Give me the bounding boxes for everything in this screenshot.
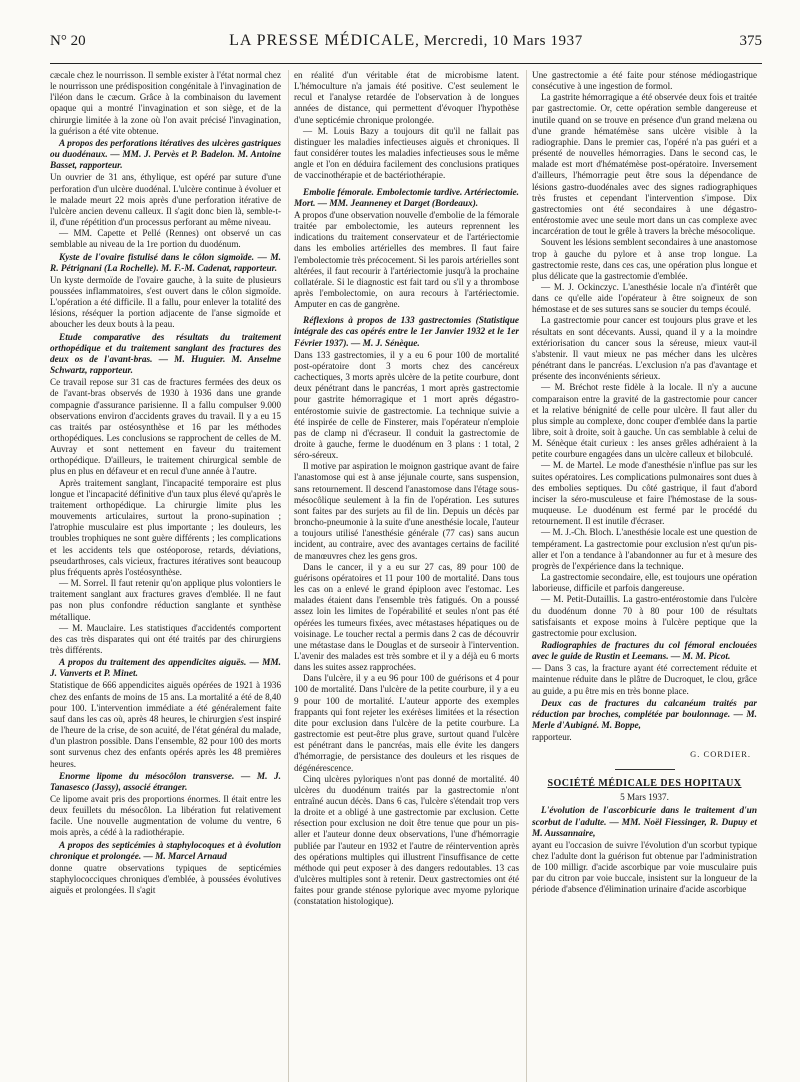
article-title: Kyste de l'ovaire fistulisé dans le côlon sigmoïde. — M. R. Pétrignani (La Rochelle). M. F.-M. Cadenat, rapporteur. [50,252,281,274]
article-title: Etude comparative des résultats du traitement orthopédique et du traitement sanglant des fractures des deux os de l'avant-bras. — M. Huguier. M. Anselme Schwartz, rapporteur. [50,332,281,377]
article-title: L'évolution de l'ascorbicurie dans le traitement d'un scorbut de l'adulte. — MM. Noël Fiessinger, R. Dupuy et M. Aussannaire, [532,806,757,839]
paragraph: — M. Mauclaire. Les statistiques d'accidentés comportent des cas très disparates qui ont été traités par des chirurgiens très différents. [50,622,281,655]
paragraph: Ce lipome avait pris des proportions énormes. Il était entre les deux feuillets du mésocôlon. La libération fut relativement facile. Une nouvelle augmentation de volume du ventre, 6 mois après, a cédé à la radiothérapie. [50,794,281,838]
paragraph: ayant eu l'occasion de suivre l'évolution d'un scorbut typique chez l'adulte dont la guérison fut obtenue par l'administration de 100 milligr. d'acide ascorbique par voie musculaire puis par du citron par voie buccale, insistent sur la longueur de la période d'absence d'élimination urinaire d'acide ascorbique [532,839,757,895]
paragraph: Cinq ulcères pyloriques n'ont pas donné de mortalité. 40 ulcères du duodénum traités par la gastrectomie n'ont entraîné aucun décès. Dans 6 cas, l'ulcère s'étendait trop vers la droite et a obligé à une gastrectomie par exclusion. Cette résection pour exclusion ne doit être tenue que pour un pis-aller et l'auteur donne deux observations, l'une d'hémorragie publiée par l'auteur en 1932 et l'autre de réintervention après des opérations multiples qui illustrent l'insuffisance de cette méthode qui peut exposer à des dangers redoutables. 13 cas d'ulcères multiples sont à retenir. Deux gastrectomies ont été faites pour grande sténose pylorique avec myome pylorique (constatation histologique). [294,773,519,907]
paragraph: Dans l'ulcère, il y a eu 96 pour 100 de guérisons et 4 pour 100 de mortalité. Dans l'ulcère de la petite courbure, il y a eu 9 pour 100 de mortalité. L'auteur apporte des exemples frappants qui font rejeter les exérèses limitées et la résection dite pour exclusion dans l'ulcère de la petite courbure. La gastrectomie est peut-être plus grave, surtout quand l'ulcère est pénétrant dans le pancréas, mais elle évite les dangers d'hémorragie, de persistance des douleurs et les risques de dégénérescence. [294,673,519,773]
paragraph: Dans 133 gastrectomies, il y a eu 6 pour 100 de mortalité post-opératoire dont 3 morts chez des cancéreux cachectiques, 3 morts après ulcère de la petite courbure, dont deux pénétrant dans le pancréas, 1 mort après gastrectomie pour gastrite hémorragique et 1 mort après dégastro-entérostomie suivie de gastrectomie. La technique suivie a été inspirée de celle de Finsterer, mais l'opérateur n'emploie pas de clamp ni d'écraseur. Il conduit la gastrectomie de droite à gauche, ferme le duodénum en 3 plans : 1 total, 2 séro-séreux. [294,349,519,461]
text-columns [50,70,762,1082]
article-title: Deux cas de fractures du calcanéum traités par réduction par broches, complétée par boulonnage. — M. Merle d'Aubigné. M. Boppe, [532,698,757,732]
page-number: 375 [739,33,762,49]
paragraph: Souvent les lésions semblent secondaires à une anastomose trop à gauche du pylore et à anse trop longue. La gastrectomie reste, dans ces cas, une opération plus longue et plus délicate que la gastrectomie d'emblée. [532,237,757,281]
paragraph: rapporteur. [532,732,572,743]
paragraph: Une gastrectomie a été faite pour sténose médiogastrique consécutive à une ingestion de formol. [532,70,757,92]
issue-number: N° 20 [50,33,86,49]
paragraph: Dans le cancer, il y a eu sur 27 cas, 89 pour 100 de guérisons opératoires et 11 pour 100 de mortalité. Dans tous les cas on a enlevé le grand épiploon avec l'estomac. Les malades étaient dans l'ensemble très fatigués. On a poussé assez loin les limites de l'opérabilité et seules n'ont pas été opérées les tumeurs fixées, avec métastases hépatiques ou de voisinage. Le toucher rectal a permis dans 2 cas de découvrir une métastase dans le Douglas et de surseoir à l'intervention. L'avenir des malades est très sombre et il y a déjà eu 6 morts dans les suites assez rapprochées. [294,561,519,673]
journal-title: LA PRESSE MÉDICALE [229,32,416,49]
article-title: Réflexions à propos de 133 gastrectomies (Statistique intégrale des cas opérés entre le 1er Janvier 1932 et le 1er Février 1937). — M. J. Sénèque. [294,316,519,349]
article-title: A propos des perforations itératives des ulcères gastriques ou duodénaux. — MM. J. Pervès et P. Badelon. M. Antoine Basset, rapporteur. [50,138,281,172]
paragraph: — MM. Capette et Pellé (Rennes) ont observé un cas semblable au niveau de la 1re portion du duodénum. [50,228,281,250]
paragraph: — M. Sorrel. Il faut retenir qu'on applique plus volontiers le traitement sanglant aux fractures graves d'emblée. Il ne faut pas non plus confondre réduction sanglante et synthèse métallique. [50,578,281,622]
paragraph: Un kyste dermoïde de l'ovaire gauche, à la suite de plusieurs poussées inflammatoires, s'est ouvert dans le côlon sigmoïde. L'opération a été difficile. Il a fallu, pour enlever la totalité des lésions, réséquer la portion adjacente de l'anse sigmoïde et aboucher les deux bouts à la peau. [50,274,281,330]
paragraph: La gastrite hémorragique a été observée deux fois et traitée par gastrectomie. Or, cette opération semble dangereuse et inutile quand on se trouve en présence d'un grand melæna ou d'une grande hématémèse sans ulcère visible à la radiographie. Dans le premier cas, l'opéré n'a pas guéri et a présenté de nouvelles hémorragies. Dans le second cas, le malade est mort d'hématémèse post-opératoire. Inversement d'ailleurs, l'hémorragie peut être sous la dépendance de lésions gastro-duodénales avec des signes radiographiques très frustes et cependant l'intervention s'impose. Dix gastrectomies ont été secondaires à une dégastro-entérostomie avec une seule mort dans un cas complexe avec incarcération de tout le grêle à travers la brèche mésocolique. [532,92,757,237]
paragraph: Un ouvrier de 31 ans, éthylique, est opéré par suture d'une perforation d'un ulcère duodénal. L'ulcère continue à évoluer et le malade meurt 22 mois après d'une perforation itérative de l'ulcère ancien devenu calleux. Il s'agit donc bien là, semble-t-il, d'une répétition d'un processus perforant au même niveau. [50,172,281,228]
section-date: 5 Mars 1937. [620,792,669,803]
paragraph: cæcale chez le nourrisson. Il semble exister à l'état normal chez le nourrisson une prédisposition congénitale à l'invagination de l'iléon dans le cæcum. Grâce à la combinaison du lavement opaque qui a montré l'invagination et son siège, et de la chirurgie limitée à la zone où l'on avait précisé l'invagination, la guérison a été vite obtenue. [50,70,281,136]
paragraph: — M. Bréchot reste fidèle à la locale. Il n'y a aucune comparaison entre la gravité de la gastrectomie pour cancer et la relative bénignité de celle pour ulcère. Il faut aller du plus simple au complexe, donc couper d'emblée dans la partie libre, soit à droite, soit à gauche. Un cas semblable à celui de M. Sénèque était curieux : les anses grêles adhéraient à la petite courbure engagées dans un ulcère calleux et bilobculé. [532,382,757,460]
column-1 [50,70,281,1082]
paragraph: A propos d'une observation nouvelle d'embolie de la fémorale traitée par embolectomie, les auteurs reprennent les indications du traitement conservateur et de l'artériectomie dans les embolies artérielles des membres. Il faut faire l'embolectomie très précocement. Si les parois artérielles sont altérées, il faut recourir à l'artériectomie jusqu'à la prochaine collatérale. Si le diagnostic est fait tard ou s'il y a thrombose après l'embolectomie, on aura recours à l'artériectomie. Amputer en cas de gangrène. [294,209,519,310]
paragraph: La gastrectomie pour cancer est toujours plus grave et les résultats en sont décevants. Aussi, quand il y a la moindre extériorisation du cancer sous la séreuse, mieux vaut-il s'abstenir. Il vaut mieux ne pas mécher dans les ulcères pénétrant dans le pancréas. L'exclusion n'a pas d'avantage et présente des inconvénients sérieux. [532,315,757,382]
column-2 [288,70,519,1082]
page-header [50,24,762,64]
paragraph: La gastrectomie secondaire, elle, est toujours une opération laborieuse, difficile et parfois dangereuse. [532,572,757,594]
article-title: Embolie fémorale. Embolectomie tardive. Artériectomie. Mort. — MM. Jeanneney et Darget (Bordeaux). [294,187,519,209]
paragraph: — M. J.-Ch. Bloch. L'anesthésie locale est une question de tempérament. La gastrectomie pour exclusion n'est qu'un pis-aller et l'on a tendance à l'abandonner au fur et à mesure des progrès de l'expérience dans la technique. [532,527,757,571]
column-3 [526,70,757,1082]
paragraph: — M. de Martel. Le mode d'anesthésie n'influe pas sur les suites opératoires. Les complications pulmonaires sont dues à des embolies septiques. Du côté gastrique, il faut d'abord inciser la séro-musculeuse et faire l'hémostase de la sous-muqueuse. Le duodénum est fermé par le procédé du retournement. Il est inutile d'écraser. [532,460,757,527]
paragraph: Statistique de 666 appendicites aiguës opérées de 1921 à 1936 chez des enfants de moins de 15 ans. La mortalité a été de 8,40 pour 100. L'intervention immédiate a été généralement faite sauf dans les cas où, après 48 heures, le chirurgien s'est inspiré de l'heure de la crise, de son acuité, de l'état général du malade, d'un plastron possible. Dans l'ensemble, 82 pour 100 des morts sont survenus chez des enfants opérés après les 48 premières heures. [50,680,281,769]
paragraph: Après traitement sanglant, l'incapacité temporaire est plus longue et l'incapacité définitive d'un taux plus élevé qu'après le traitement orthopédique. La chirurgie limite plus les mouvements articulaires, surtout la prono-supination ; l'atrophie musculaire est plus importante ; les douleurs, les troubles trophiques ne sont guère différents ; les complications et les accidents tels que ostéoporose, retards, déviations, pseudarthroses, cals vicieux, fractures itératives sont beaucoup plus fréquents après l'ostéosynthèse. [50,477,281,577]
paragraph: donne quatre observations typiques de septicémies staphylococciques chroniques d'emblée, à poussées évolutives aiguës et prolongées. Il s'agit [50,862,281,896]
article-title: A propos des septicémies à staphylocoques et à évolution chronique et prolongée. — M. Marcel Arnaud [50,840,281,862]
author-signature: G. CORDIER. [690,749,751,760]
paragraph: Il motive par aspiration le moignon gastrique avant de faire l'anastomose qui est à anse jéjunale courte, sans suspension, sans retournement. Il descend l'anastomose dans l'étage sous-mésocôlique seulement à la fin de l'opération. Les sutures sont faites par des surjets au fil de lin. Depuis un décès par broncho-pneumonie à la suite d'une anesthésie locale, l'auteur a toujours utilisé l'anesthésie générale (77 cas) sans aucun incident, au contraire, avec des avantages certains de facilité de manœuvres chez les gens gros. [294,461,519,561]
article-title: A propos du traitement des appendicites aiguës. — MM. J. Vanverts et P. Minet. [50,658,281,680]
article-title: Radiographies de fractures du col fémoral enclouées avec le guide de Rustin et Leemans. — M. M. Picot. [532,640,757,663]
paragraph: en réalité d'un véritable état de microbisme latent. L'hémoculture n'a jamais été positive. C'est seulement le recul et l'analyse retardée de l'observation à de longues années de distance, qui permettent d'évoquer l'hypothèse d'une septicémie chronique prolongée. [294,70,519,125]
paragraph: Ce travail repose sur 31 cas de fractures fermées des deux os de l'avant-bras observés de 1930 à 1936 dans une grande compagnie d'assurance parisienne. Il a fallu compulser 9.000 observations environ d'accidents graves du travail. Il y a eu 15 cas traités par ostéosynthèse et 16 par les méthodes orthopédiques. Les conclusions se rapprochent de celles de M. Auvray et sont nettement en faveur du traitement orthopédique. D'ailleurs, le traitement chirurgical semble de plus en plus en défaveur et en recul d'une année à l'autre. [50,377,281,477]
journal-masthead: LA PRESSE MÉDICALE, Mercredi, 10 Mars 1937 [229,32,583,49]
article-title: Enorme lipome du mésocôlon transverse. — M. J. Tanasesco (Jassy), associé étranger. [50,771,281,793]
paragraph: — Dans 3 cas, la fracture ayant été correctement réduite et maintenue réduite dans le plâtre de Ducroquet, le clou, grâce au guide, a pu être mis en très bonne place. [532,663,757,696]
section-divider [615,769,675,770]
paragraph: — M. Petit-Dutaillis. La gastro-entérostomie dans l'ulcère du duodénum donne 70 à 80 pour 100 de résultats satisfaisants et expose moins à l'ulcère peptique que la gastrectomie pour exclusion. [532,594,757,638]
paragraph: — M. Louis Bazy a toujours dit qu'il ne fallait pas distinguer les maladies infectieuses aiguës et chroniques. Il faut considérer toutes les maladies infectieuses sous le même angle et l'on en déduira facilement des conclusions pratiques de vaccinothérapie et de bactériothérapie. [294,125,519,181]
section-heading: SOCIÉTÉ MÉDICALE DES HOPITAUX [547,778,742,790]
paragraph: — M. J. Ockinczyc. L'anesthésie locale n'a d'intérêt que dans ce qu'elle aide l'opérateur à être soigneux de son hémostase et de ses sutures sans se soucier du temps écoulé. [532,281,757,315]
issue-date: Mercredi, 10 Mars 1937 [423,33,583,49]
